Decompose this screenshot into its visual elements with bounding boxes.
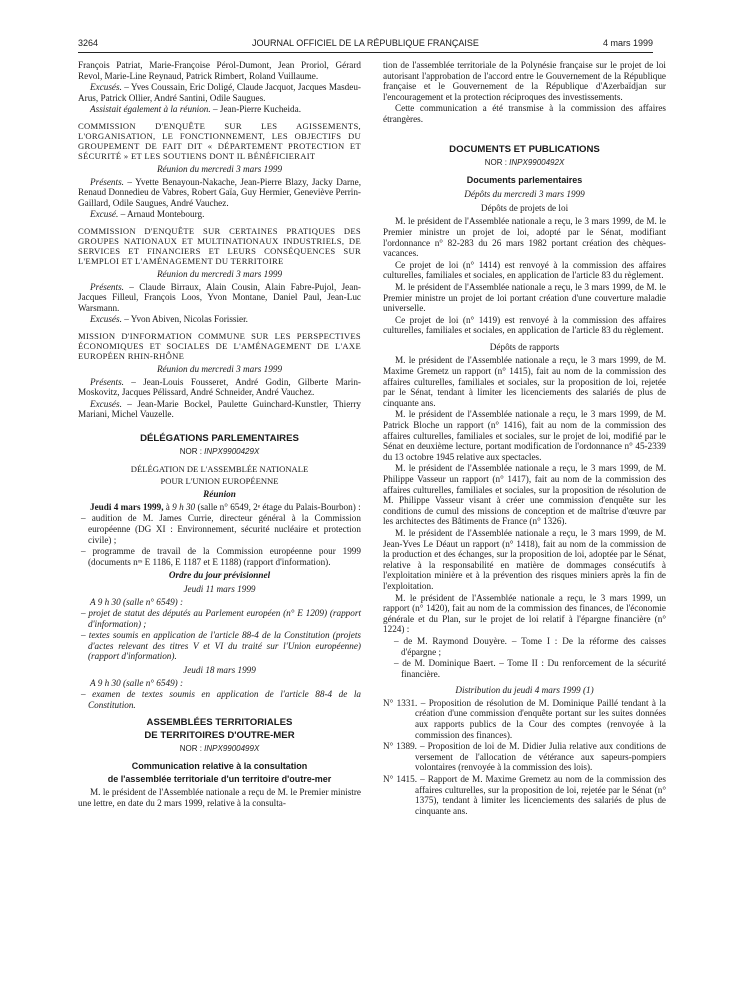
nor-code: INPX9900429X: [204, 447, 260, 457]
nor-code: INPX9900492X: [509, 158, 565, 168]
issue-date: 4 mars 1999: [602, 38, 653, 48]
excused-label: Excusés.: [90, 398, 122, 409]
also-present-names: – Jean-Pierre Kucheida.: [210, 104, 302, 115]
agenda-item: – programme de travail de la Commission européenne pour 1999 (documents nᵒˢ E 1186, E 1187 et E 1188) (rapport d'information).: [81, 546, 361, 567]
present-label: Présents.: [90, 176, 124, 187]
right-column: [383, 60, 666, 817]
document-number: N° 1415.: [383, 774, 418, 785]
session-date: Réunion du mercredi 3 mars 1999: [156, 163, 283, 174]
meeting-at: à: [163, 501, 173, 512]
agenda-item: – audition de M. James Currie, directeur général à la Commission européenne (DG XI : Environnement, sécurité nucléaire et protection civile) ;: [81, 513, 361, 545]
nor-reference: [78, 447, 361, 458]
present-paragraph: [78, 282, 361, 314]
report-deposits-heading: Dépôts de rapports: [489, 341, 560, 352]
communication-transmission: Cette communication a été transmise à la commission des affaires étrangères.: [383, 103, 666, 124]
excused-paragraph: [78, 314, 361, 325]
distribution-item: [383, 698, 666, 740]
section-heading-documents: DOCUMENTS ET PUBLICATIONS: [449, 143, 600, 155]
mission-title: MISSION D'INFORMATION COMMUNE SUR LES PERSPECTIVES ÉCONOMIQUES ET SOCIALES DE L'AMÉNAGEMENT DE L'AXE EUROPÉEN RHIN-RHÔNE: [78, 330, 361, 361]
page-number: 3264: [78, 38, 99, 48]
present-paragraph: [78, 177, 361, 209]
reunion-label: Réunion: [203, 489, 236, 500]
deposits-date: Dépôts du mercredi 3 mars 1999: [464, 189, 585, 200]
bill-paragraph: Ce projet de loi (n° 1419) est renvoyé à la commission des affaires culturelles, familiales et sociales, en application de l'article 83 du règlement.: [383, 314, 666, 336]
document-number: N° 1389.: [383, 741, 417, 752]
report-paragraph: M. le président de l'Assemblée nationale a reçu, le 3 mars 1999, de M. Patrick Bloche un rapport (n° 1416), fait au nom de la commission des affaires culturelles, familiales et sociales, sur le projet de loi, modifié par le Sénat en deuxième lecture, portant modification de l'ordonnance n° 45-2339 du 13 octobre 1945 relative aux spectacles.: [383, 409, 666, 462]
nor-label: NOR :: [484, 158, 510, 168]
report-volume: – de M. Raymond Douyère. – Tome I : De la réforme des caisses d'épargne ;: [394, 635, 666, 657]
provisional-agenda-title: Ordre du jour prévisionnel: [168, 570, 271, 581]
commission-title: COMMISSION D'ENQUÊTE SUR LES AGISSEMENTS, L'ORGANISATION, LE FONCTIONNEMENT, LES OBJECTIFS DU GROUPEMENT DE FAIT DIT « DÉPARTEMENT PROTECTION ET SÉCURITÉ » ET LES SOUTIENS DONT IL BÉNÉFICIERAIT: [78, 120, 361, 161]
section-heading-assemblies-line2: DE TERRITOIRES D'OUTRE-MER: [144, 729, 295, 741]
present-paragraph: [78, 377, 361, 398]
present-label: Présents.: [90, 281, 124, 292]
agenda-time: A 9 h 30 (salle n° 6549) :: [90, 677, 184, 688]
attendee-list: François Patriat, Marie-Françoise Pérol-Dumont, Jean Proriol, Gérard Revol, Marie-Line Reynaud, Patrick Rimbert, Roland Vuillaume.: [78, 60, 361, 81]
session-date: Réunion du mercredi 3 mars 1999: [156, 268, 283, 279]
nor-label: NOR :: [179, 744, 205, 754]
agenda-item: – textes soumis en application de l'article 88-4 de la Constitution (projets d'actes relevant des titres V et VI du traité sur l'Union européenne) (rapport d'information).: [81, 630, 361, 662]
agenda-item: – examen de textes soumis en application de l'article 88-4 de la Constitution.: [81, 689, 361, 710]
present-names: – Claude Birraux, Alain Cousin, Alain Fabre-Pujol, Jean-Jacques Filleul, François Loos, Yvon Montane, Daniel Paul, Jean-Luc Warsmann.: [78, 281, 361, 313]
also-present-label: Assistait également à la réunion.: [90, 104, 211, 115]
excused-paragraph: [78, 209, 361, 220]
delegation-title-line2: POUR L'UNION EUROPÉENNE: [160, 475, 279, 486]
nor-reference: [78, 744, 361, 755]
report-paragraph: M. le président de l'Assemblée nationale a reçu, le 3 mars 1999, de M. Maxime Gremetz un rapport (n° 1415), fait au nom de la commission des affaires culturelles, familiales et sociales, sur la proposition de loi, rejetée par le Sénat, tendant à limiter les licenciements des salariés de plus de cinquante ans.: [383, 355, 666, 408]
document-description: – Proposition de loi de M. Didier Julia relative aux conditions de versement de l'allocation de vétérance aux sapeurs-pompiers volontaires (renvoyée à la commission des lois).: [415, 741, 666, 773]
agenda-item: – projet de statut des députés au Parlement européen (n° E 1209) (rapport d'information) ;: [81, 608, 361, 629]
communication-continuation: tion de l'assemblée territoriale de la Polynésie française sur le projet de loi autorisant l'approbation de l'accord entre le Gouvernement de la République française et le Gouvernement de la République d'Azerbaïdjan sur l'encouragement et la protection réciproques des investissements.: [383, 60, 666, 102]
commission-title: COMMISSION D'ENQUÊTE SUR CERTAINES PRATIQUES DES GROUPES NATIONAUX ET MULTINATIONAUX INDUSTRIELS, DE SERVICES ET FINANCIERS ET LEURS CONSÉQUENCES SUR L'EMPLOI ET L'AMÉNAGEMENT DU TERRITOIRE: [78, 225, 361, 266]
session-date: Réunion du mercredi 3 mars 1999: [156, 363, 283, 374]
journal-title: JOURNAL OFFICIEL DE LA RÉPUBLIQUE FRANÇAISE: [252, 38, 479, 48]
excused-names: – Jean-Marie Bockel, Paulette Guinchard-Kunstler, Thierry Mariani, Michel Vauzelle.: [78, 398, 361, 420]
present-names: – Jean-Louis Fousseret, André Godin, Gilberte Marin-Moskovitz, Jacques Pélissard, André Schneider, André Vauchez.: [78, 376, 361, 398]
bill-paragraph: M. le président de l'Assemblée nationale a reçu, le 3 mars 1999, de M. le Premier ministre un projet de loi portant création d'une couverture maladie universelle.: [383, 281, 666, 314]
distribution-date: Distribution du jeudi 4 mars 1999 (1): [455, 685, 594, 696]
excused-paragraph: [78, 82, 361, 103]
meeting-date: Jeudi 4 mars 1999,: [90, 501, 164, 512]
communication-heading-line1: Communication relative à la consultation: [131, 761, 308, 772]
nor-reference: [383, 158, 666, 169]
present-names: – Yvette Benayoun-Nakache, Jean-Pierre Blazy, Jacky Darne, Renaud Donnedieu de Vabres, Robert Gaïa, Guy Hermier, Geneviève Perrin-Gaillard, Odile Saugues, André Vauchez.: [78, 176, 361, 208]
report-volume: – de M. Dominique Baert. – Tome II : Du renforcement de la sécurité financière.: [394, 658, 666, 679]
excused-label: Excusé.: [90, 209, 119, 220]
left-column: [78, 60, 361, 809]
section-heading-assemblies-line1: ASSEMBLÉES TERRITORIALES: [146, 717, 293, 729]
page-header: [78, 38, 653, 53]
document-description: – Rapport de M. Maxime Gremetz au nom de la commission des affaires culturelles, sur la proposition de loi, rejetée par le Sénat (n° 1375), tendant à limiter les licenciements des salariés de plus de cinquante ans.: [415, 774, 667, 816]
agenda-date: Jeudi 18 mars 1999: [183, 665, 256, 676]
report-paragraph: M. le président de l'Assemblée nationale a reçu, le 3 mars 1999, de M. Jean-Yves Le Déaut un rapport (n° 1418), fait au nom de la commission de la production et des échanges, sur la proposition de loi, adoptée par le Sénat, relative à la responsabilité en matière de dommages consécutifs à l'exploitation minière et à la prévention des risques miniers après la fin de l'exploitation.: [383, 527, 666, 591]
document-number: N° 1331.: [383, 697, 418, 708]
communication-heading-line2: de l'assemblée territoriale d'un territoire d'outre-mer: [107, 773, 332, 784]
agenda-time: A 9 h 30 (salle n° 6549) :: [90, 596, 184, 607]
distribution-item: [383, 741, 666, 773]
report-paragraph: M. le président de l'Assemblée nationale a reçu, le 3 mars 1999, un rapport (n° 1420), fait au nom de la commission des finances, de l'économie générale et du Plan, sur le projet de loi relatif à l'épargne financière (n° 1224) :: [383, 592, 666, 635]
communication-paragraph: M. le président de l'Assemblée nationale a reçu de M. le Premier ministre une lettre, en date du 2 mars 1999, relative à la consulta-: [78, 787, 361, 808]
report-paragraph: M. le président de l'Assemblée nationale a reçu, le 3 mars 1999, de M. Philippe Vasseur un rapport (n° 1417), fait au nom de la commission des affaires culturelles, familiales et sociales, sur la proposition de résolution de M. Philippe Vasseur visant à créer une commission d'enquête sur les conditions de cumul des missions de conception et de maîtrise d'œuvre par les architectes des Bâtiments de France (n° 1326).: [383, 463, 666, 527]
nor-code: INPX9900499X: [204, 744, 260, 754]
meeting-location: (salle n° 6549, 2ᵉ étage du Palais-Bourbon) :: [195, 501, 361, 512]
delegation-title-line1: DÉLÉGATION DE L'ASSEMBLÉE NATIONALE: [130, 463, 309, 474]
agenda-date: Jeudi 11 mars 1999: [183, 583, 256, 594]
excused-paragraph: [78, 399, 361, 420]
meeting-schedule: [78, 502, 361, 513]
excused-label: Excusés.: [90, 314, 122, 325]
section-heading-delegations: DÉLÉGATIONS PARLEMENTAIRES: [140, 432, 299, 444]
parliamentary-documents-heading: Documents parlementaires: [466, 174, 583, 185]
bill-deposits-heading: Dépôts de projets de loi: [480, 202, 569, 213]
nor-label: NOR :: [179, 447, 205, 457]
excused-names: – Yves Coussain, Eric Doligé, Claude Jacquot, Jacques Masdeu-Arus, Patrick Ollier, André Santini, Odile Saugues.: [78, 82, 361, 103]
distribution-item: [383, 774, 666, 816]
bill-paragraph: Ce projet de loi (n° 1414) est renvoyé à la commission des affaires culturelles, familiales et sociales, en application de l'article 83 du règlement.: [383, 259, 666, 281]
also-present-paragraph: [78, 104, 361, 115]
excused-names: – Yvon Abiven, Nicolas Forissier.: [121, 314, 248, 325]
present-label: Présents.: [90, 376, 124, 387]
excused-label: Excusés.: [90, 82, 122, 93]
meeting-time: 9 h 30: [172, 501, 196, 512]
bill-paragraph: M. le président de l'Assemblée nationale a reçu, le 3 mars 1999, de M. le Premier ministre un projet de loi, adopté par le Sénat, modifiant l'ordonnance n° 82-283 du 26 mars 1982 portant création des chèques-vacances.: [383, 216, 666, 259]
excused-names: – Arnaud Montebourg.: [118, 209, 205, 220]
document-description: – Proposition de résolution de M. Dominique Paillé tendant à la création d'une commission d'enquête portant sur les suites données aux rapports publics de la Cour des comptes (renvoyée à la commission des finances).: [415, 697, 666, 740]
